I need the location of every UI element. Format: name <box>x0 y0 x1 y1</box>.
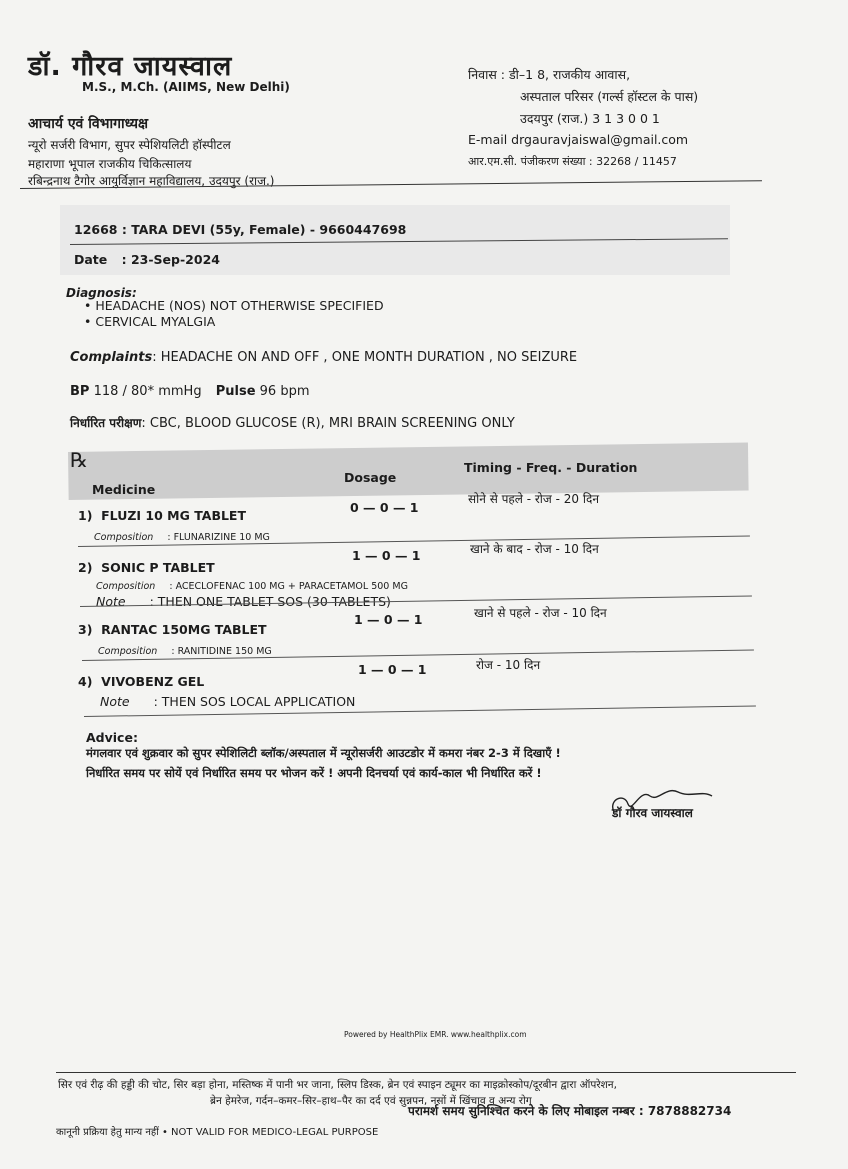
vitals: BP 118 / 80* mmHg Pulse 96 bpm <box>70 384 310 399</box>
timing-3: खाने से पहले - रोज - 10 दिन <box>474 606 607 620</box>
note-4: Note : THEN SOS LOCAL APPLICATION <box>100 694 356 709</box>
complaints: Complaints: HEADACHE ON AND OFF , ONE MONTH DURATION , NO SEIZURE <box>70 350 578 365</box>
footer-services-1: सिर एवं रीढ़ की हड्डी की चोट, सिर बड़ा होना, मस्तिष्क में पानी भर जाना, स्लिप डिस्क, ब्रेन एवं स्पाइन ट्यूमर का माइक्रोस्कोप/दूरबीन द्वारा ऑपरेशन, <box>58 1079 617 1091</box>
affiliation-dept: न्यूरो सर्जरी विभाग, सुपर स्पेशियलिटी हॉस्पीटल <box>28 138 231 152</box>
address-line-3: उदयपुर (राज.) 3 1 3 0 0 1 <box>520 111 660 126</box>
registration-number: आर.एम.सी. पंजीकरण संख्या : 32268 / 11457 <box>468 155 677 168</box>
composition-1: Composition : FLUNARIZINE 10 MG <box>94 532 270 543</box>
affiliation-hospital: महाराणा भूपाल राजकीय चिकित्सालय <box>28 157 192 171</box>
advice-line: निर्धारित समय पर सोयें एवं निर्धारित समय पर भोजन करें ! अपनी दिनचर्या एवं कार्य-काल भी निर्धारित करें ! <box>86 766 542 780</box>
diagnosis-label: Diagnosis: <box>66 286 137 300</box>
affiliation-college: रबिन्द्रनाथ टैगोर आयुर्विज्ञान महाविद्यालय, उदयपुर (राज.) <box>28 174 275 188</box>
doctor-qualifications: M.S., M.Ch. (AIIMS, New Delhi) <box>82 80 290 94</box>
footer-divider <box>56 1072 796 1073</box>
composition-3: Composition : RANITIDINE 150 MG <box>98 646 272 657</box>
diagnosis-item: • CERVICAL MYALGIA <box>84 314 216 329</box>
doctor-title: आचार्य एवं विभागाध्यक्ष <box>28 116 149 132</box>
col-timing: Timing - Freq. - Duration <box>464 460 638 475</box>
col-dosage: Dosage <box>344 470 397 485</box>
signature-name: डॉ गौरव जायस्वाल <box>612 806 693 820</box>
medicine-row: 1) FLUZI 10 MG TABLET <box>78 508 247 523</box>
patient-info: 12668 : TARA DEVI (55y, Female) - 9660447698 <box>74 222 407 237</box>
investigations: निर्धारित परीक्षण: CBC, BLOOD GLUCOSE (R), MRI BRAIN SCREENING ONLY <box>70 416 515 431</box>
visit-date <box>74 252 220 267</box>
timing-1: सोने से पहले - रोज - 20 दिन <box>468 492 600 506</box>
medicine-table-header <box>68 443 749 500</box>
footer-services-2: ब्रेन हेमरेज, गर्दन–कमर–सिर–हाथ–पैर का दर्द एवं सुन्नपन, नसों में खिंचाव व अन्य रोग <box>210 1095 532 1107</box>
powered-by: Powered by HealthPlix EMR. www.healthplix.com <box>344 1030 527 1039</box>
doctor-name: डॉ. गौरव जायस्वाल <box>28 51 233 82</box>
timing-4: रोज - 10 दिन <box>476 658 541 672</box>
address-line-2: अस्पताल परिसर (गर्ल्स हॉस्टल के पास) <box>520 89 699 104</box>
email: E-mail drgauravjaiswal@gmail.com <box>468 132 689 147</box>
legal-disclaimer: कानूनी प्रक्रिया हेतु मान्य नहीं • NOT VALID FOR MEDICO-LEGAL PURPOSE <box>56 1127 379 1138</box>
date-label: Date <box>74 252 108 267</box>
date-value: : 23-Sep-2024 <box>121 252 220 267</box>
medicine-row: 3) RANTAC 150MG TABLET <box>78 622 267 637</box>
dose-4: 1 — 0 — 1 <box>358 662 427 677</box>
advice-line: मंगलवार एवं शुक्रवार को सुपर स्पेशिलिटी ब्लॉक/अस्पताल में न्यूरोसर्जरी आउटडोर में कमरा नंबर 2-3 में दिखाएँ ! <box>86 746 561 760</box>
rx-symbol: ℞ <box>70 448 88 472</box>
timing-2: खाने के बाद - रोज - 10 दिन <box>470 542 599 556</box>
dose-2: 1 — 0 — 1 <box>352 548 421 563</box>
note-2: Note : THEN ONE TABLET SOS (30 TABLETS) <box>96 594 391 609</box>
diagnosis-item: • HEADACHE (NOS) NOT OTHERWISE SPECIFIED <box>84 298 384 313</box>
composition-2: Composition : ACECLOFENAC 100 MG + PARACETAMOL 500 MG <box>96 581 408 592</box>
medicine-row: 2) SONIC P TABLET <box>78 560 215 575</box>
col-medicine: Medicine <box>92 482 156 497</box>
dose-1: 0 — 0 — 1 <box>350 500 419 515</box>
advice-label: Advice: <box>86 730 138 745</box>
dose-3: 1 — 0 — 1 <box>354 612 423 627</box>
medicine-row: 4) VIVOBENZ GEL <box>78 674 205 689</box>
address-line-1: निवास : डी–1 8, राजकीय आवास, <box>468 67 631 82</box>
appointment-number: परामर्श समय सुनिश्चित करने के लिए मोबाइल नम्बर : 7878882734 <box>408 1104 732 1118</box>
